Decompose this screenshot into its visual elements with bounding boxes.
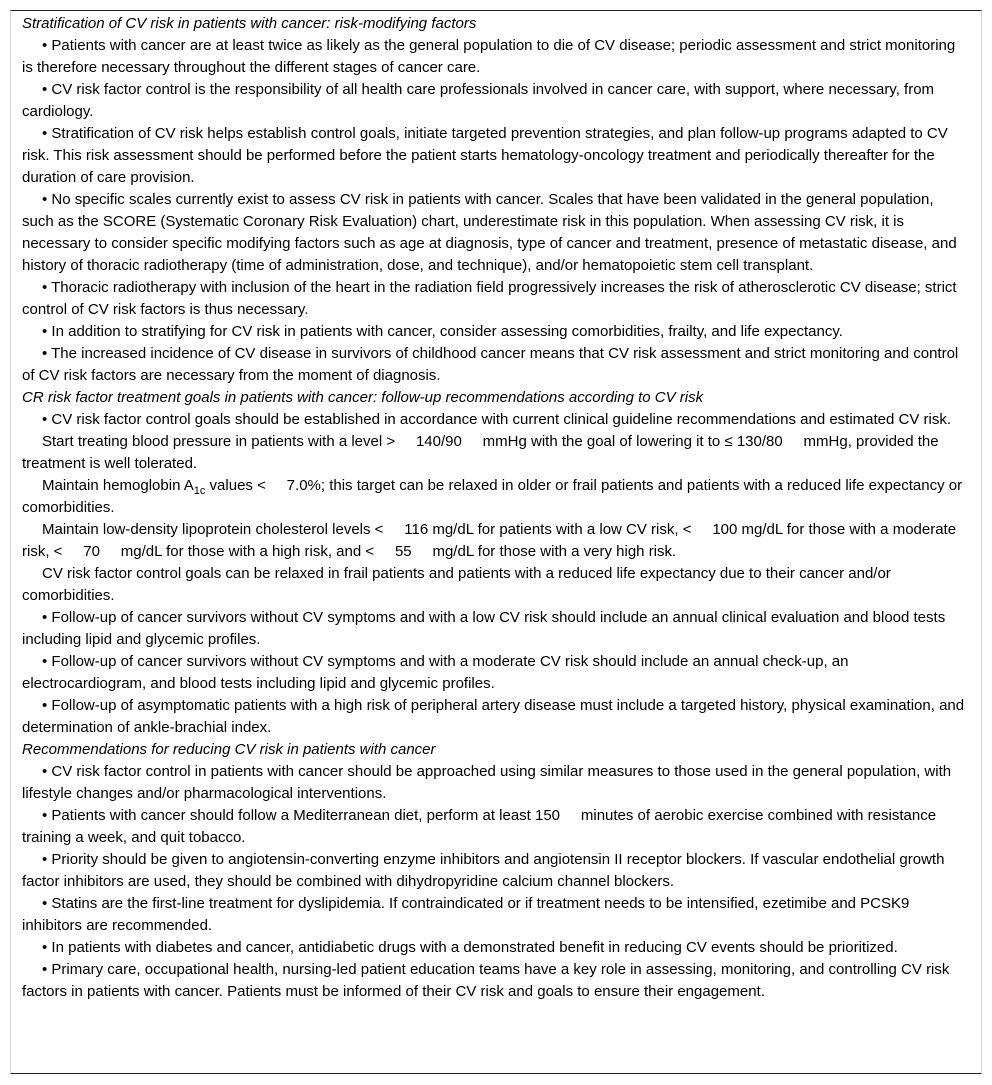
list-item: • CV risk factor control goals should be established in accordance with current clinical guideline recommendations and estimated CV risk. — [42, 411, 952, 428]
hba1c-text-before: Maintain hemoglobin A — [42, 477, 194, 494]
hba1c-subscript: 1c — [193, 485, 206, 497]
blood-pressure-goal: Start treating blood pressure in patients with a level > 140/90 mmHg with the goal of lowering it to ≤ 130/80 mmHg, provided the treatment is well tolerated. — [22, 433, 943, 472]
list-item: • CV risk factor control in patients with cancer should be approached using similar measures to those used in the general population, with lifestyle changes and/or pharmacological interventions. — [22, 763, 952, 802]
list-item: • CV risk factor control is the responsibility of all health care professionals involved in cancer care, with support, where necessary, from cardiology. — [22, 81, 935, 120]
ldl-goal: Maintain low-density lipoprotein cholesterol levels < 116 mg/dL for patients with a low CV risk, < 100 mg/dL for those with a moderate risk, < 70 mg/dL for those with a high risk, and < 55 mg/dL for those with a very high risk. — [22, 521, 961, 560]
list-item: • Follow-up of cancer survivors without CV symptoms and with a low CV risk should include an annual clinical evaluation and blood tests including lipid and glycemic profiles. — [22, 609, 946, 648]
list-item: CV risk factor control goals can be relaxed in frail patients and patients with a reduced life expectancy due to their cancer and/or comorbidities. — [22, 565, 891, 604]
list-item: • Priority should be given to angiotensin-converting enzyme inhibitors and angiotensin II receptor blockers. If vascular endothelial growth factor inhibitors are used, they should be combined with dihydropyridine calcium channel blockers. — [22, 851, 945, 890]
section-heading-treatment-goals: CR risk factor treatment goals in patients with cancer: follow-up recommendations according to CV risk — [22, 389, 704, 406]
section-heading-risk-factors: Stratification of CV risk in patients with cancer: risk-modifying factors — [22, 15, 477, 32]
list-item: • Statins are the first-line treatment for dyslipidemia. If contraindicated or if treatment needs to be intensified, ezetimibe and PCSK9 inhibitors are recommended. — [22, 895, 910, 934]
hba1c-text-after: values < 7.0%; this target can be relaxed in older or frail patients and patients with a reduced life expectancy or comorbidities. — [22, 477, 967, 516]
list-item: • In patients with diabetes and cancer, antidiabetic drugs with a demonstrated benefit in reducing CV events should be prioritized. — [42, 939, 898, 956]
list-item: • Stratification of CV risk helps establish control goals, initiate targeted prevention strategies, and plan follow-up programs adapted to CV risk. This risk assessment should be performed before the patient starts hematology-oncology treatment and periodically thereafter for the duration of care provision. — [22, 125, 948, 186]
section-heading-recommendations: Recommendations for reducing CV risk in patients with cancer — [22, 741, 436, 758]
table-cell — [22, 13, 967, 1003]
list-item: • Follow-up of asymptomatic patients with a high risk of peripheral artery disease must include a targeted history, physical examination, and determination of ankle-brachial index. — [22, 697, 965, 736]
list-item: • In addition to stratifying for CV risk in patients with cancer, consider assessing comorbidities, frailty, and life expectancy. — [42, 323, 843, 340]
hba1c-goal — [22, 475, 967, 519]
list-item: • Follow-up of cancer survivors without CV symptoms and with a moderate CV risk should include an annual check-up, an electrocardiogram, and blood tests including lipid and glycemic profiles. — [22, 653, 849, 692]
list-item: • Primary care, occupational health, nursing-led patient education teams have a key role in assessing, monitoring, and controlling CV risk factors in patients with cancer. Patients must be informed of their CV risk and goals to ensure their engagement. — [22, 961, 950, 1000]
list-item: • Patients with cancer are at least twice as likely as the general population to die of CV disease; periodic assessment and strict monitoring is therefore necessary throughout the different stages of cancer care. — [22, 37, 956, 76]
list-item: • The increased incidence of CV disease in survivors of childhood cancer means that CV risk assessment and strict monitoring and control of CV risk factors are necessary from the moment of diagnosis. — [22, 345, 959, 384]
list-item: • No specific scales currently exist to assess CV risk in patients with cancer. Scales that have been validated in the general population, such as the SCORE (Systematic Coronary Risk Evaluation) chart, underestimate risk in this population. When assessing CV risk, it is necessary to consider specific modifying factors such as age at diagnosis, type of cancer and treatment, presence of metastatic disease, and history of thoracic radiotherapy (time of administration, dose, and technique), and/or hematopoietic stem cell transplant. — [22, 191, 957, 274]
list-item: • Thoracic radiotherapy with inclusion of the heart in the radiation field progressively increases the risk of atherosclerotic CV disease; strict control of CV risk factors is thus necessary. — [22, 279, 957, 318]
table-frame — [10, 10, 982, 1074]
list-item: • Patients with cancer should follow a Mediterranean diet, perform at least 150 minutes of aerobic exercise combined with resistance training a week, and quit tobacco. — [22, 807, 941, 846]
